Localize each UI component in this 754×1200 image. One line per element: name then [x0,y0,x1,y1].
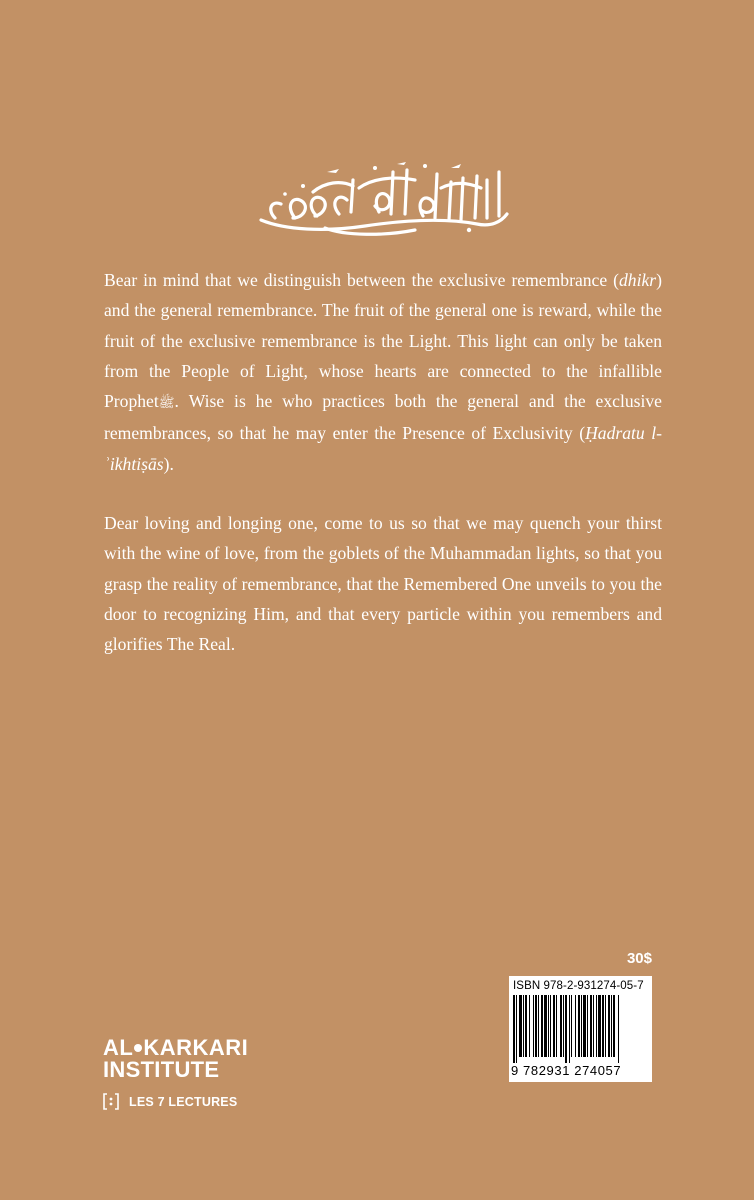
barcode-bar [618,995,619,1063]
para1-text-2: ) and the general remembrance. The fruit of the general one is reward, while the fruit of the exclusive remembrance is the Light. This light can only be taken from the People of Light, whose hearts are connected to the infallible Prophet [104,270,662,412]
para2-text: Dear loving and longing one, come to us so that we may quench your thirst with the wine of love, from the goblets of the Muhammadan lights, so that you grasp the reality of remembrance, that the Remembered One unveils to you the door to recognizing Him, and that every particle within you remembers and glorifies The Real. [104,513,662,655]
barcode-bar [587,995,588,1057]
barcode-bar [575,995,576,1057]
description-paragraph-2 [104,508,662,659]
logo-les-7-lectures-text: LES 7 LECTURES [129,1094,238,1109]
barcode-bar [533,995,534,1057]
isbn-barcode-box [509,976,652,1082]
barcode-bar [593,995,594,1057]
price-label: 30$ [626,950,652,967]
barcode-bar [563,995,564,1057]
para1-term-hadrat: Ḥadratu l-ʾikhtiṣās [104,423,662,474]
barcode-bar [581,995,582,1057]
prophet-honorific-glyph: ﷺ [158,395,175,411]
logo-dot-icon [134,1044,142,1052]
barcode-bar [571,995,572,1057]
barcode-bar [602,995,604,1057]
barcode-bar [544,995,547,1057]
barcode-bar [556,995,557,1057]
logo-karkari-text: KARKARI [143,1035,249,1060]
barcode-bar [516,995,517,1063]
para1-text-4: ). [163,453,174,474]
logo-line-al-karkari [103,1037,263,1059]
barcode-bar [548,995,549,1057]
barcode-icon [513,995,648,1063]
barcode-bar [596,995,597,1057]
barcode-bar [553,995,555,1057]
barcode-bar [583,995,586,1057]
logo-institute-text: INSTITUTE [103,1057,220,1082]
barcode-bar [560,995,562,1057]
barcode-bar [565,995,567,1063]
barcode-bar [523,995,524,1057]
publisher-logo [103,1037,263,1110]
barcode-bar [605,995,606,1057]
barcode-bar [590,995,592,1057]
para1-text-1: Bear in mind that we distinguish between the exclusive remembrance ( [104,270,619,290]
barcode-bar [608,995,610,1057]
barcode-bar [529,995,530,1057]
para1-term-dhikr: dhikr [619,270,657,290]
barcode-digits: 9 782931 274057 [511,1063,622,1078]
barcode-bar [535,995,537,1057]
barcode-bar [598,995,601,1057]
barcode-bar [525,995,527,1057]
barcode-bar [550,995,551,1057]
barcode-bar [613,995,615,1057]
logo-al-text: AL [103,1035,134,1060]
barcode-bar [538,995,539,1057]
barcode-bar [541,995,543,1057]
logo-les-7-lectures [103,1093,263,1110]
basmala-calligraphy-icon [255,158,513,238]
barcode-bar [611,995,612,1057]
bracket-colon-icon [103,1093,119,1110]
barcode-bar [519,995,522,1057]
barcode-bar [569,995,570,1063]
para1-text-3: . Wise is he who practices both the general and the exclusive remembrances, so that he may enter the Presence of Exclusivity ( [104,391,662,444]
barcode-bar [578,995,580,1057]
isbn-label: ISBN 978-2-931274-05-7 [513,980,644,992]
description-paragraph-1 [104,265,662,479]
barcode-bar [513,995,515,1063]
